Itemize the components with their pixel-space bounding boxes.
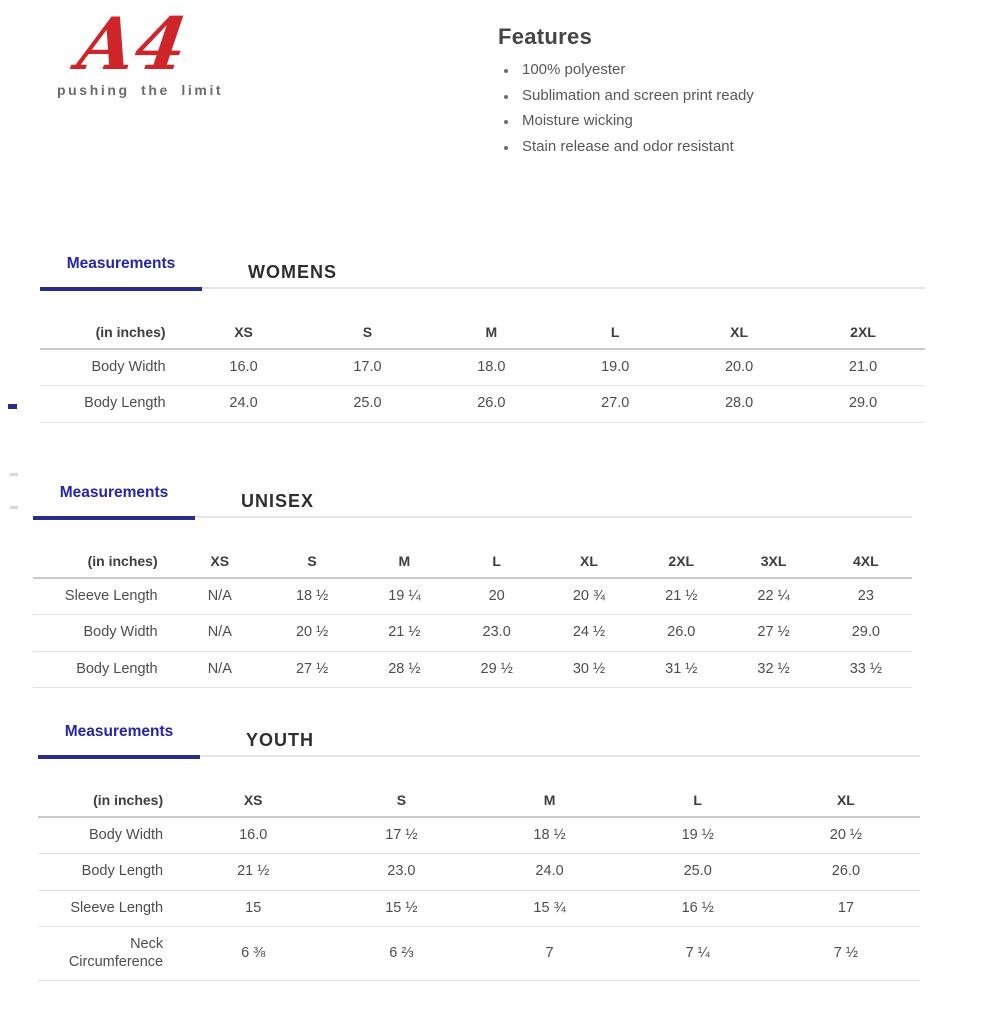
measurement-value-cell: 33 ½ (820, 651, 912, 687)
measurement-value-cell: 20 ½ (266, 615, 358, 651)
size-column-header: 2XL (801, 316, 925, 349)
measurement-label-text: Body Width (91, 359, 166, 375)
measurement-label (33, 615, 174, 651)
size-chart-womens (40, 241, 925, 423)
measurement-value-cell: 31 ½ (635, 651, 727, 687)
size-column-header: L (451, 545, 543, 578)
measurement-label (38, 817, 179, 854)
table-row (38, 890, 920, 926)
measurement-label-text: Neck Circumference (68, 936, 164, 970)
scroll-fragment-bottom (10, 506, 18, 509)
size-column-header: M (429, 316, 553, 349)
table-row (33, 651, 912, 687)
measurement-value-cell: 25.0 (305, 386, 429, 422)
table-header-row (38, 784, 920, 817)
tab-rule (38, 755, 920, 759)
measurement-label-text: Body Length (84, 395, 166, 412)
size-column-header: L (553, 316, 677, 349)
measurement-value-cell: 17.0 (305, 349, 429, 386)
size-chart-unisex (33, 470, 912, 688)
measurement-value-cell: 18.0 (429, 349, 553, 386)
feature-item: • Stain release and odor resistant (518, 139, 918, 156)
size-column-header: XL (543, 545, 635, 578)
chart-title: YOUTH (246, 730, 314, 750)
table-row (40, 386, 925, 422)
measurement-label-text: Sleeve Length (70, 899, 164, 916)
size-chart-youth (38, 709, 920, 981)
tab-rule (33, 516, 912, 520)
size-column-header: S (327, 784, 475, 817)
measurement-label (38, 927, 179, 981)
chart-tab-row (38, 709, 920, 755)
measurement-value-cell: 21.0 (801, 349, 925, 386)
measurement-value-cell: 19.0 (553, 349, 677, 386)
measurement-value-cell: 29 ½ (451, 651, 543, 687)
measurement-value-cell: 24.0 (182, 386, 306, 422)
measurement-value-cell: 18 ½ (266, 578, 358, 615)
measurement-value-cell: 7 ½ (772, 927, 920, 981)
chart-tab-row (33, 470, 912, 516)
measurement-value-cell: 26.0 (772, 854, 920, 890)
feature-item: • Moisture wicking (518, 113, 918, 130)
measurements-tab[interactable]: Measurements (66, 255, 176, 272)
table-row (38, 817, 920, 854)
measurement-label (40, 386, 182, 422)
measurement-value-cell: 16 ½ (624, 890, 772, 926)
size-column-header: 3XL (727, 545, 819, 578)
unit-header: (in inches) (38, 784, 179, 817)
unit-header: (in inches) (40, 316, 182, 349)
measurement-value-cell: 28.0 (677, 386, 801, 422)
measurement-label-text: Body Length (81, 863, 164, 880)
measurement-value-cell: 21 ½ (358, 615, 450, 651)
measurement-value-cell: 18 ½ (475, 817, 623, 854)
measurement-value-cell: 15 ¾ (475, 890, 623, 926)
features-section (498, 24, 918, 164)
table-row (40, 349, 925, 386)
size-column-header: XS (174, 545, 266, 578)
measurement-value-cell: 23.0 (451, 615, 543, 651)
measurement-value-cell: 30 ½ (543, 651, 635, 687)
feature-item: • 100% polyester (518, 62, 918, 79)
measurement-value-cell: 17 ½ (327, 817, 475, 854)
scroll-fragment-top (10, 473, 18, 476)
size-column-header: XL (772, 784, 920, 817)
measurement-value-cell: 19 ¼ (358, 578, 450, 615)
measurements-table (38, 784, 920, 981)
measurement-value-cell: 20 ½ (772, 817, 920, 854)
chart-title: UNISEX (241, 491, 315, 511)
measurement-value-cell: 19 ½ (624, 817, 772, 854)
measurement-label (33, 651, 174, 687)
measurement-value-cell: 26.0 (635, 615, 727, 651)
measurements-tab[interactable]: Measurements (64, 723, 174, 740)
tab-rule-active (33, 516, 195, 520)
measurement-label-text: Body Length (76, 660, 158, 677)
measurement-value-cell: 20.0 (677, 349, 801, 386)
table-header-row (40, 316, 925, 349)
size-column-header: XS (182, 316, 306, 349)
measurement-label-text: Sleeve Length (64, 588, 158, 604)
size-column-header: S (305, 316, 429, 349)
a4-logo (57, 1, 224, 98)
features-list (498, 62, 918, 155)
measurement-value-cell: 15 (179, 890, 327, 926)
measurement-value-cell: 23.0 (327, 854, 475, 890)
measurement-value-cell: 23 (820, 578, 912, 615)
a4-logo-text: A4 (73, 1, 194, 86)
chart-tab-row (40, 241, 925, 287)
feature-item: • Sublimation and screen print ready (518, 88, 918, 105)
measurement-value-cell: 26.0 (429, 386, 553, 422)
tab-rule (40, 287, 925, 291)
measurement-value-cell: 27 ½ (727, 615, 819, 651)
measurement-value-cell: 20 ¾ (543, 578, 635, 615)
measurement-value-cell: 6 ⅜ (179, 927, 327, 981)
measurement-value-cell: 24.0 (475, 854, 623, 890)
size-column-header: XS (179, 784, 327, 817)
measurement-value-cell: 27.0 (553, 386, 677, 422)
measurement-label-text: Body Width (88, 827, 164, 843)
measurement-label (40, 349, 182, 386)
measurement-value-cell: 29.0 (801, 386, 925, 422)
measurement-value-cell: 17 (772, 890, 920, 926)
table-row (33, 615, 912, 651)
size-column-header: 4XL (820, 545, 912, 578)
table-header-row (33, 545, 912, 578)
measurement-value-cell: 24 ½ (543, 615, 635, 651)
measurement-value-cell: N/A (174, 651, 266, 687)
size-column-header: M (475, 784, 623, 817)
measurement-value-cell: 29.0 (820, 615, 912, 651)
measurement-value-cell: 21 ½ (179, 854, 327, 890)
measurement-label (38, 854, 179, 890)
a4-logo-tagline: pushing the limit (57, 82, 224, 98)
measurement-value-cell: N/A (174, 615, 266, 651)
size-column-header: S (266, 545, 358, 578)
measurement-value-cell: 16.0 (182, 349, 306, 386)
measurement-value-cell: 25.0 (624, 854, 772, 890)
measurements-table (33, 545, 912, 688)
measurement-value-cell: 7 (475, 927, 623, 981)
measurement-label (38, 890, 179, 926)
tab-underline-fragment (8, 404, 17, 409)
measurement-value-cell: 20 (451, 578, 543, 615)
measurements-tab[interactable]: Measurements (59, 484, 169, 501)
size-column-header: L (624, 784, 772, 817)
tab-rule-active (40, 287, 202, 291)
measurement-value-cell: 27 ½ (266, 651, 358, 687)
measurements-table (40, 316, 925, 423)
measurement-value-cell: 6 ⅔ (327, 927, 475, 981)
chart-title: WOMENS (248, 262, 337, 282)
table-row (38, 927, 920, 981)
tab-rule-active (38, 755, 200, 759)
measurement-value-cell: 15 ½ (327, 890, 475, 926)
table-row (33, 578, 912, 615)
table-row (38, 854, 920, 890)
size-column-header: 2XL (635, 545, 727, 578)
unit-header: (in inches) (33, 545, 174, 578)
measurement-value-cell: 16.0 (179, 817, 327, 854)
measurement-value-cell: 28 ½ (358, 651, 450, 687)
measurement-label (33, 578, 174, 615)
measurement-value-cell: N/A (174, 578, 266, 615)
measurement-label-text: Body Width (83, 624, 158, 641)
size-column-header: M (358, 545, 450, 578)
measurement-value-cell: 7 ¼ (624, 927, 772, 981)
measurement-value-cell: 21 ½ (635, 578, 727, 615)
measurement-value-cell: 22 ¼ (727, 578, 819, 615)
size-column-header: XL (677, 316, 801, 349)
features-title: Features (498, 24, 593, 49)
measurement-value-cell: 32 ½ (727, 651, 819, 687)
